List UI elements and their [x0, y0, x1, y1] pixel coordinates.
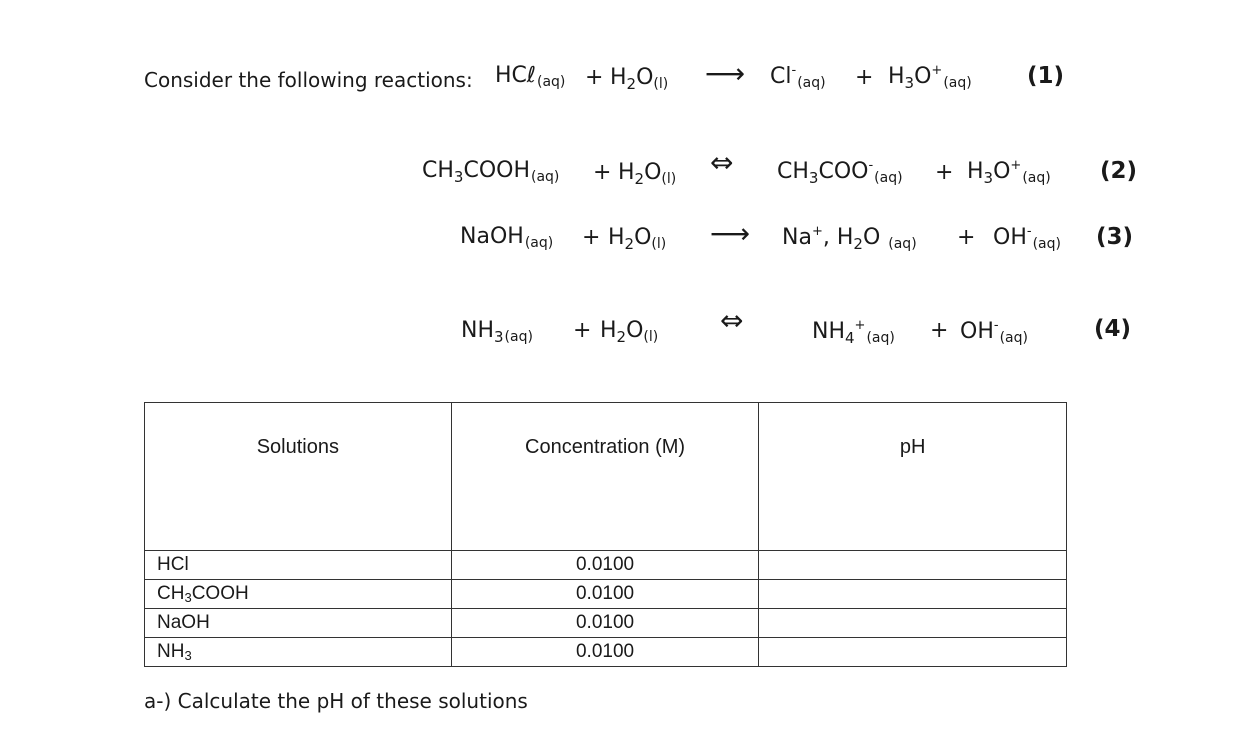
header-ph: pH	[759, 403, 1067, 551]
table-row	[145, 580, 1067, 609]
reaction-2-reactant-1: $CH_3COOH(aq)$	[422, 158, 560, 186]
header-solutions: Solutions	[145, 403, 452, 551]
reaction-2-label: (2)	[1100, 158, 1138, 184]
concentration-value: 0.0100	[451, 580, 759, 609]
reaction-4-product-1: $NH_4^+(aq)$	[812, 318, 895, 347]
reaction-1-product-1: Cl-(aq)	[770, 63, 826, 91]
reaction-4-reactant-2: $H_2O(l)$	[600, 318, 659, 346]
reaction-3-product-2: OH-(aq)	[993, 224, 1061, 252]
ph-value-cell[interactable]	[759, 580, 1067, 609]
solution-name: NH3	[145, 638, 452, 667]
plus-sign: +	[930, 318, 949, 343]
reaction-4-product-2: OH-(aq)	[960, 318, 1028, 346]
ph-value-cell[interactable]	[759, 638, 1067, 667]
reaction-1-reactant-2: $H_2O(l)$	[610, 65, 669, 93]
reaction-1-reactant-1: HCℓ(aq)	[495, 63, 566, 90]
plus-sign: +	[573, 318, 592, 343]
reaction-3-reactant-2: $H_2O(l)$	[608, 225, 667, 253]
plus-sign: +	[585, 65, 604, 90]
solution-name: HCl	[145, 551, 452, 580]
intro-text: Consider the following reactions:	[144, 68, 473, 92]
reaction-3-product-1: Na+, $H_2O$ (aq)	[782, 224, 917, 253]
equilibrium-arrow-icon: ⇔	[720, 304, 744, 337]
reaction-4-label: (4)	[1094, 316, 1132, 342]
question-text: a-) Calculate the pH of these solutions	[144, 689, 528, 713]
table-header-row	[145, 403, 1067, 551]
ph-value-cell[interactable]	[759, 609, 1067, 638]
concentration-value: 0.0100	[451, 551, 759, 580]
concentration-value: 0.0100	[451, 609, 759, 638]
plus-sign: +	[582, 225, 601, 250]
table-row	[145, 551, 1067, 580]
table-row	[145, 609, 1067, 638]
table-row	[145, 638, 1067, 667]
reaction-1-label: (1)	[1027, 63, 1065, 89]
reaction-4-reactant-1: $NH_3(aq)$	[461, 318, 533, 346]
plus-sign: +	[593, 160, 612, 185]
ph-value-cell[interactable]	[759, 551, 1067, 580]
reaction-3-label: (3)	[1096, 224, 1134, 250]
plus-sign: +	[935, 160, 954, 185]
solution-name: NaOH	[145, 609, 452, 638]
reaction-1-product-2: $H_3O^+(aq)$	[888, 63, 972, 92]
forward-arrow-icon: ⟶	[705, 57, 746, 90]
header-concentration: Concentration (M)	[451, 403, 759, 551]
reaction-2-product-1: $CH_3COO^-(aq)$	[777, 158, 903, 187]
forward-arrow-icon: ⟶	[710, 217, 751, 250]
concentration-value: 0.0100	[451, 638, 759, 667]
reaction-3-reactant-1: NaOH(aq)	[460, 224, 554, 251]
solutions-table	[144, 402, 1067, 667]
plus-sign: +	[855, 65, 874, 90]
solution-name: CH3COOH	[145, 580, 452, 609]
reaction-2-reactant-2: $H_2O(l)$	[618, 160, 677, 188]
equilibrium-arrow-icon: ⇔	[710, 146, 734, 179]
plus-sign: +	[957, 225, 976, 250]
reaction-2-product-2: $H_3O^+(aq)$	[967, 158, 1051, 187]
